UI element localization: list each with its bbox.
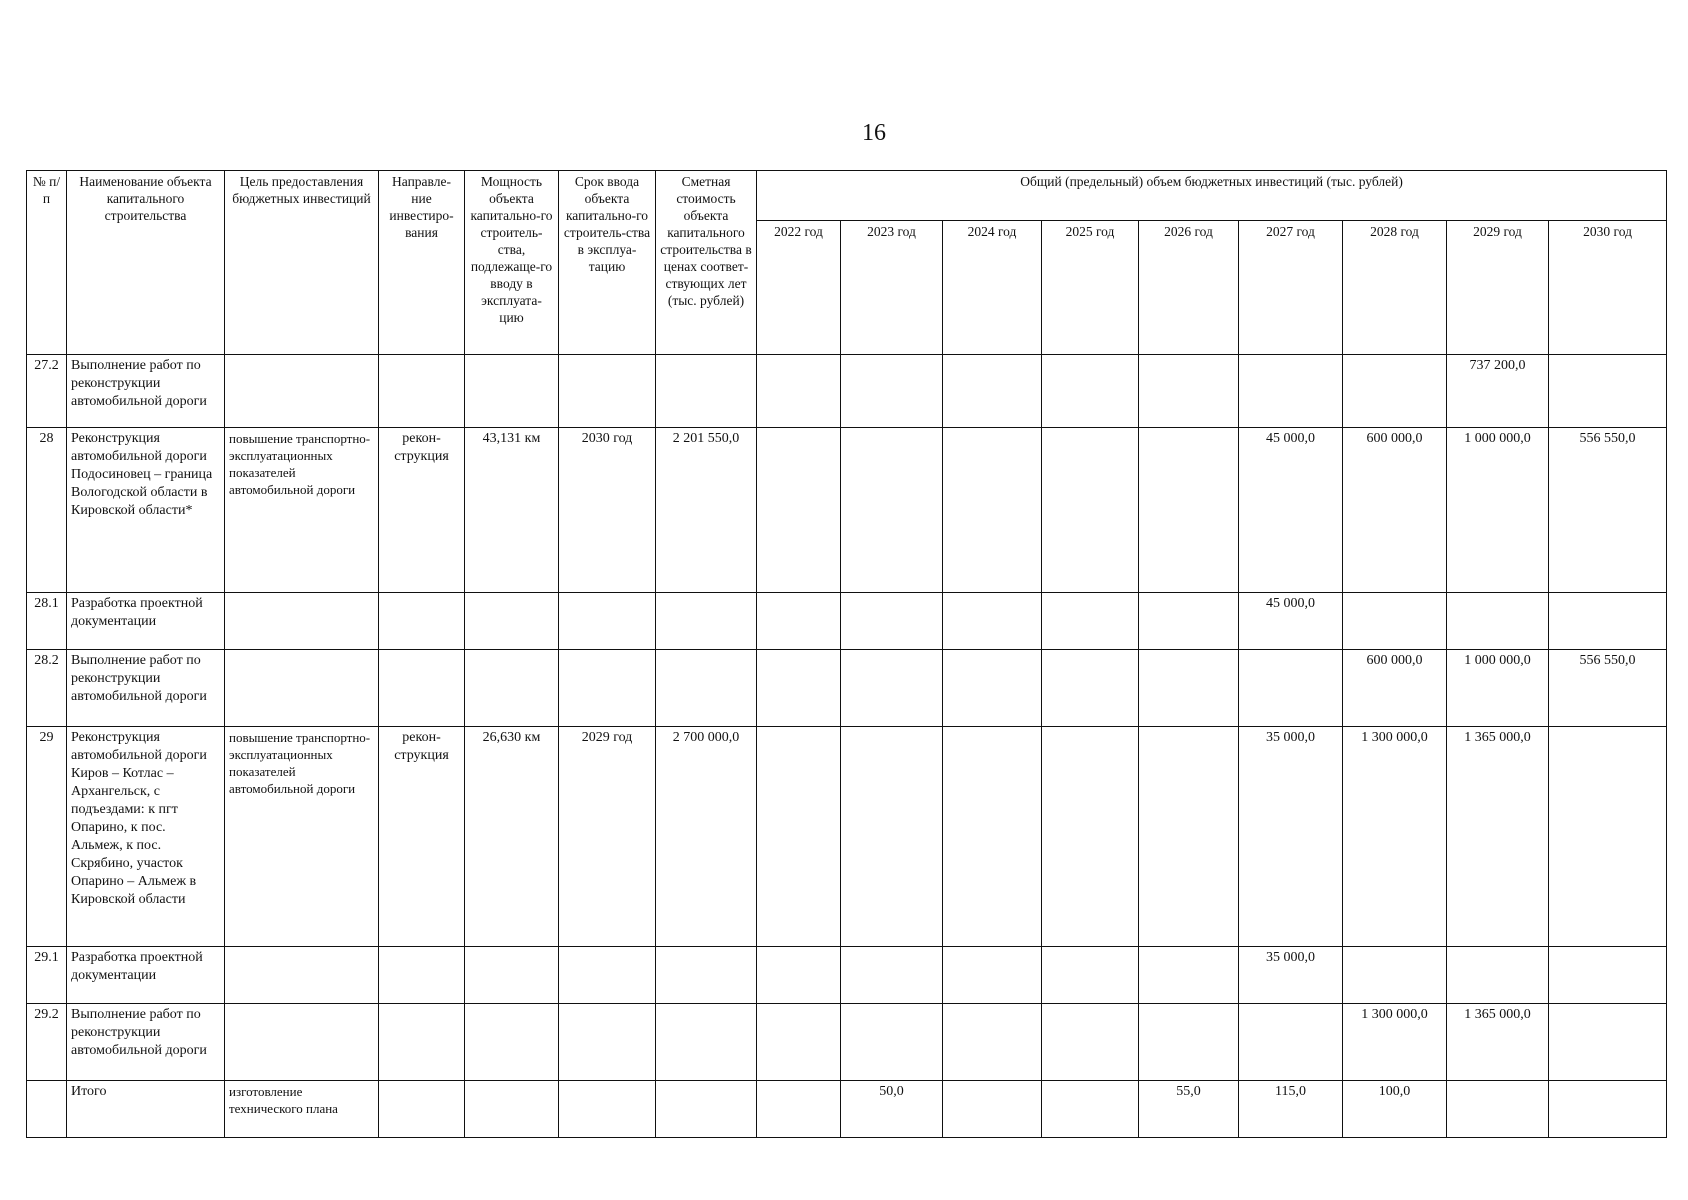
table-row xyxy=(27,1081,1667,1138)
year-value-cell: 45 000,0 xyxy=(1239,428,1343,593)
capacity-cell: 43,131 км xyxy=(465,428,559,593)
year-value-cell xyxy=(1042,593,1139,650)
year-value-cell xyxy=(943,650,1042,727)
year-value-cell xyxy=(841,947,943,1004)
purpose-cell: повышение транспортно-эксплуатационных показателей автомобильной дороги xyxy=(225,428,379,593)
object-name-cell: Разработка проектной документации xyxy=(67,947,225,1004)
cost-cell xyxy=(656,593,757,650)
header-year: 2023 год xyxy=(841,221,943,355)
table-row xyxy=(27,428,1667,593)
term-cell xyxy=(559,947,656,1004)
table-row xyxy=(27,1004,1667,1081)
header-name: Наименование объекта капитального строительства xyxy=(67,171,225,355)
purpose-cell xyxy=(225,947,379,1004)
row-num-cell: 29.2 xyxy=(27,1004,67,1081)
year-value-cell xyxy=(943,727,1042,947)
year-value-cell: 50,0 xyxy=(841,1081,943,1138)
year-value-cell xyxy=(943,1004,1042,1081)
table-row xyxy=(27,947,1667,1004)
cost-cell xyxy=(656,947,757,1004)
year-value-cell xyxy=(1447,947,1549,1004)
capacity-cell xyxy=(465,650,559,727)
year-value-cell: 600 000,0 xyxy=(1343,428,1447,593)
header-total-volume: Общий (предельный) объем бюджетных инвестиций (тыс. рублей) xyxy=(757,171,1667,221)
purpose-cell xyxy=(225,593,379,650)
year-value-cell xyxy=(757,727,841,947)
year-value-cell xyxy=(1239,1004,1343,1081)
year-value-cell xyxy=(1139,947,1239,1004)
direction-cell xyxy=(379,1004,465,1081)
year-value-cell xyxy=(1447,593,1549,650)
direction-cell xyxy=(379,355,465,428)
year-value-cell xyxy=(1139,650,1239,727)
header-cost: Сметная стоимость объекта капитального строительства в ценах соответ-ствующих лет (тыс. рублей) xyxy=(656,171,757,355)
term-cell xyxy=(559,1081,656,1138)
year-value-cell xyxy=(1549,727,1667,947)
year-value-cell xyxy=(943,428,1042,593)
year-value-cell xyxy=(943,593,1042,650)
year-value-cell xyxy=(1139,1004,1239,1081)
header-row-top xyxy=(27,171,1667,221)
year-value-cell xyxy=(1549,1004,1667,1081)
year-value-cell: 1 300 000,0 xyxy=(1343,727,1447,947)
year-value-cell: 35 000,0 xyxy=(1239,947,1343,1004)
year-value-cell: 1 000 000,0 xyxy=(1447,428,1549,593)
term-cell xyxy=(559,355,656,428)
term-cell xyxy=(559,1004,656,1081)
year-value-cell xyxy=(1042,1004,1139,1081)
header-year: 2022 год xyxy=(757,221,841,355)
object-name-cell: Реконструкция автомобильной дороги Подосиновец – граница Вологодской области в Кировской области* xyxy=(67,428,225,593)
header-term: Срок ввода объекта капитально-го строитель-ства в эксплуа-тацию xyxy=(559,171,656,355)
row-num-cell xyxy=(27,1081,67,1138)
capacity-cell xyxy=(465,593,559,650)
year-value-cell xyxy=(1549,355,1667,428)
year-value-cell xyxy=(1042,1081,1139,1138)
year-value-cell: 35 000,0 xyxy=(1239,727,1343,947)
cost-cell xyxy=(656,355,757,428)
table-body xyxy=(27,355,1667,1138)
row-num-cell: 29.1 xyxy=(27,947,67,1004)
year-value-cell xyxy=(1549,947,1667,1004)
year-value-cell: 1 000 000,0 xyxy=(1447,650,1549,727)
year-value-cell xyxy=(841,428,943,593)
direction-cell: рекон-струкция xyxy=(379,727,465,947)
capacity-cell xyxy=(465,1004,559,1081)
year-value-cell xyxy=(1139,428,1239,593)
table-row xyxy=(27,727,1667,947)
capacity-cell: 26,630 км xyxy=(465,727,559,947)
year-value-cell: 55,0 xyxy=(1139,1081,1239,1138)
year-value-cell xyxy=(1139,355,1239,428)
page-number: 16 xyxy=(862,120,886,146)
year-value-cell xyxy=(757,947,841,1004)
purpose-cell xyxy=(225,650,379,727)
year-value-cell xyxy=(943,1081,1042,1138)
cost-cell xyxy=(656,1081,757,1138)
year-value-cell: 600 000,0 xyxy=(1343,650,1447,727)
year-value-cell xyxy=(757,593,841,650)
table-row xyxy=(27,650,1667,727)
year-value-cell xyxy=(943,947,1042,1004)
direction-cell xyxy=(379,650,465,727)
year-value-cell xyxy=(841,593,943,650)
year-value-cell xyxy=(1042,650,1139,727)
year-value-cell: 556 550,0 xyxy=(1549,428,1667,593)
table-row xyxy=(27,593,1667,650)
year-value-cell xyxy=(1042,428,1139,593)
year-value-cell xyxy=(1239,355,1343,428)
header-year: 2029 год xyxy=(1447,221,1549,355)
direction-cell xyxy=(379,1081,465,1138)
year-value-cell xyxy=(1042,355,1139,428)
year-value-cell xyxy=(1139,593,1239,650)
purpose-cell xyxy=(225,355,379,428)
header-capacity: Мощность объекта капитально-го строитель-ства, подлежаще-го вводу в эксплуата-цию xyxy=(465,171,559,355)
year-value-cell xyxy=(1239,650,1343,727)
year-value-cell xyxy=(1343,947,1447,1004)
year-value-cell xyxy=(757,428,841,593)
table-row xyxy=(27,355,1667,428)
year-value-cell: 1 365 000,0 xyxy=(1447,727,1549,947)
year-value-cell xyxy=(841,355,943,428)
header-year: 2024 год xyxy=(943,221,1042,355)
year-value-cell: 737 200,0 xyxy=(1447,355,1549,428)
object-name-cell: Выполнение работ по реконструкции автомобильной дороги xyxy=(67,355,225,428)
year-value-cell: 1 300 000,0 xyxy=(1343,1004,1447,1081)
capacity-cell xyxy=(465,947,559,1004)
header-num: № п/п xyxy=(27,171,67,355)
year-value-cell xyxy=(757,650,841,727)
header-purpose: Цель предоставления бюджетных инвестиций xyxy=(225,171,379,355)
direction-cell: рекон-струкция xyxy=(379,428,465,593)
year-value-cell xyxy=(841,727,943,947)
term-cell xyxy=(559,650,656,727)
object-name-cell: Выполнение работ по реконструкции автомобильной дороги xyxy=(67,1004,225,1081)
year-value-cell xyxy=(757,1081,841,1138)
row-num-cell: 29 xyxy=(27,727,67,947)
year-value-cell xyxy=(1447,1081,1549,1138)
year-value-cell: 45 000,0 xyxy=(1239,593,1343,650)
term-cell xyxy=(559,593,656,650)
header-year: 2025 год xyxy=(1042,221,1139,355)
cost-cell: 2 201 550,0 xyxy=(656,428,757,593)
year-value-cell: 1 365 000,0 xyxy=(1447,1004,1549,1081)
cost-cell: 2 700 000,0 xyxy=(656,727,757,947)
year-value-cell: 556 550,0 xyxy=(1549,650,1667,727)
capacity-cell xyxy=(465,1081,559,1138)
year-value-cell xyxy=(943,355,1042,428)
year-value-cell xyxy=(1549,1081,1667,1138)
year-value-cell xyxy=(757,355,841,428)
header-direction: Направле-ние инвестиро-вания xyxy=(379,171,465,355)
year-value-cell xyxy=(841,1004,943,1081)
year-value-cell xyxy=(1343,355,1447,428)
year-value-cell: 100,0 xyxy=(1343,1081,1447,1138)
purpose-cell: изготовление технического плана xyxy=(225,1081,379,1138)
object-name-cell: Выполнение работ по реконструкции автомобильной дороги xyxy=(67,650,225,727)
header-year: 2028 год xyxy=(1343,221,1447,355)
object-name-cell: Итого xyxy=(67,1081,225,1138)
term-cell: 2030 год xyxy=(559,428,656,593)
direction-cell xyxy=(379,593,465,650)
row-num-cell: 28.2 xyxy=(27,650,67,727)
budget-investment-table xyxy=(26,170,1667,1138)
object-name-cell: Разработка проектной документации xyxy=(67,593,225,650)
year-value-cell xyxy=(1549,593,1667,650)
cost-cell xyxy=(656,1004,757,1081)
year-value-cell: 115,0 xyxy=(1239,1081,1343,1138)
term-cell: 2029 год xyxy=(559,727,656,947)
row-num-cell: 28 xyxy=(27,428,67,593)
header-year: 2027 год xyxy=(1239,221,1343,355)
purpose-cell xyxy=(225,1004,379,1081)
year-value-cell xyxy=(1042,947,1139,1004)
cost-cell xyxy=(656,650,757,727)
year-value-cell xyxy=(1139,727,1239,947)
row-num-cell: 27.2 xyxy=(27,355,67,428)
year-value-cell xyxy=(841,650,943,727)
year-value-cell xyxy=(757,1004,841,1081)
header-year: 2026 год xyxy=(1139,221,1239,355)
row-num-cell: 28.1 xyxy=(27,593,67,650)
object-name-cell: Реконструкция автомобильной дороги Киров – Котлас – Архангельск, с подъездами: к пгт Опарино, к пос. Альмеж, к пос. Скрябино, участок Опарино – Альмеж в Кировской области xyxy=(67,727,225,947)
direction-cell xyxy=(379,947,465,1004)
capacity-cell xyxy=(465,355,559,428)
header-year: 2030 год xyxy=(1549,221,1667,355)
year-value-cell xyxy=(1042,727,1139,947)
purpose-cell: повышение транспортно-эксплуатационных показателей автомобильной дороги xyxy=(225,727,379,947)
year-value-cell xyxy=(1343,593,1447,650)
